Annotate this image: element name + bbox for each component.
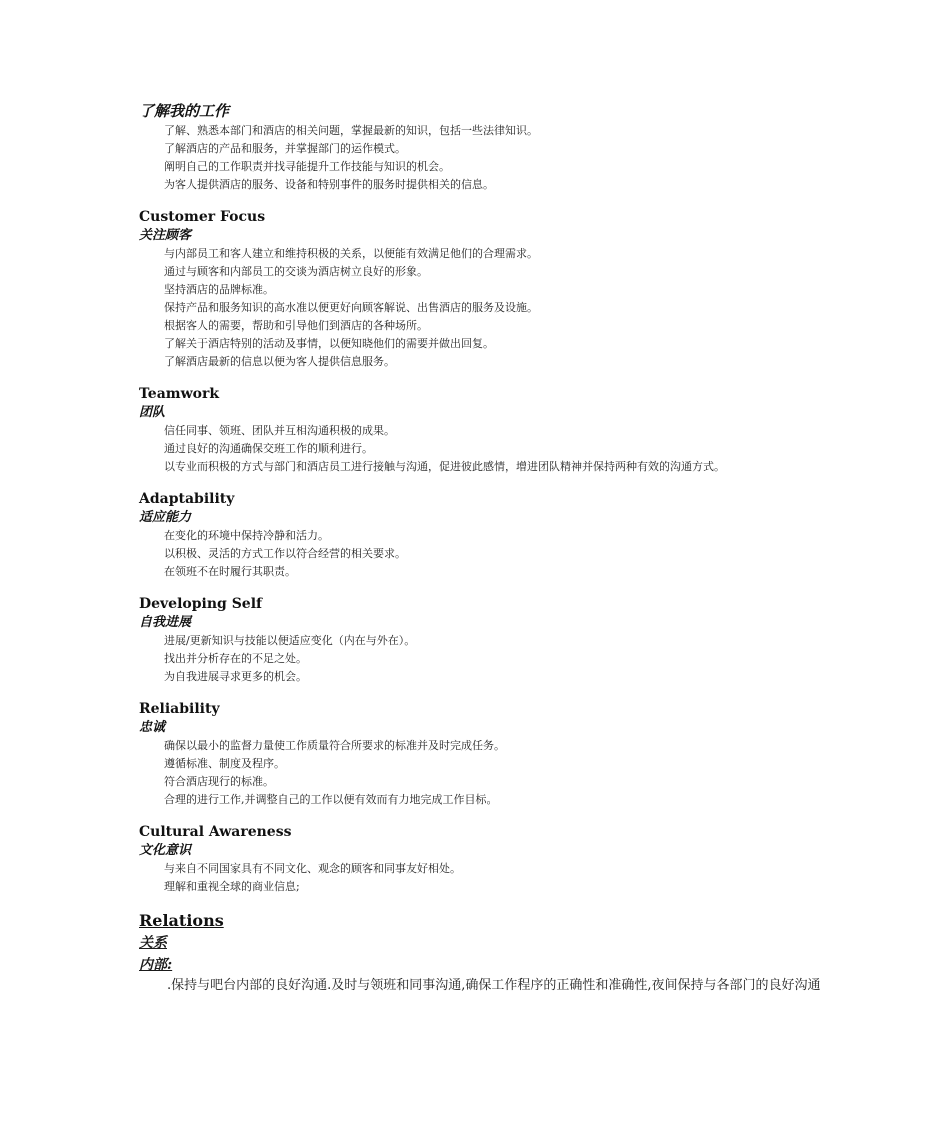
list-item: 理解和重视全球的商业信息; bbox=[164, 880, 300, 893]
section-teamwork bbox=[139, 385, 859, 476]
list-item: 了解酒店最新的信息以便为客人提供信息服务。 bbox=[164, 355, 395, 368]
list-item: 以专业而积极的方式与部门和酒店员工进行接触与沟通，促进彼此感情，增进团队精神并保持两种有效的沟通方式。 bbox=[164, 460, 725, 473]
section-title-cn: 关注顾客 bbox=[139, 228, 192, 243]
section-items bbox=[139, 527, 859, 581]
section-items bbox=[139, 632, 859, 686]
section-know-my-job bbox=[139, 100, 859, 194]
section-relations bbox=[139, 910, 859, 996]
section-title-cn: 适应能力 bbox=[139, 510, 192, 525]
section-items bbox=[139, 122, 859, 194]
section-title-en: Teamwork bbox=[139, 386, 220, 402]
section-title-en: Cultural Awareness bbox=[139, 824, 292, 840]
section-items bbox=[139, 245, 859, 371]
section-title-en: Customer Focus bbox=[139, 209, 266, 225]
relations-title: Relations bbox=[139, 911, 224, 930]
list-item: 为自我进展寻求更多的机会。 bbox=[164, 670, 307, 683]
relations-title-cn: 关系 bbox=[139, 935, 167, 951]
list-item: 阐明自己的工作职责并找寻能提升工作技能与知识的机会。 bbox=[164, 160, 450, 173]
list-item: 遵循标准、制度及程序。 bbox=[164, 757, 285, 770]
list-item: 与内部员工和客人建立和维持积极的关系，以便能有效满足他们的合理需求。 bbox=[164, 247, 538, 260]
section-title-en: Developing Self bbox=[139, 596, 263, 612]
list-item: 以积极、灵活的方式工作以符合经营的相关要求。 bbox=[164, 547, 406, 560]
list-item: 确保以最小的监督力量使工作质量符合所要求的标准并及时完成任务。 bbox=[164, 739, 505, 752]
section-reliability bbox=[139, 700, 859, 809]
section-title-en: Adaptability bbox=[139, 491, 235, 507]
section-items bbox=[139, 422, 859, 476]
list-item: 找出并分析存在的不足之处。 bbox=[164, 652, 307, 665]
list-item: 信任同事、领班、团队并互相沟通积极的成果。 bbox=[164, 424, 395, 437]
document-page bbox=[139, 100, 859, 996]
list-item: 在领班不在时履行其职责。 bbox=[164, 565, 296, 578]
list-item: 通过与顾客和内部员工的交谈为酒店树立良好的形象。 bbox=[164, 265, 428, 278]
section-items bbox=[139, 737, 859, 809]
section-title-cn: 自我进展 bbox=[139, 615, 192, 630]
section-items bbox=[139, 860, 859, 896]
section-title-en: Reliability bbox=[139, 701, 220, 717]
list-item: 在变化的环境中保持冷静和活力。 bbox=[164, 529, 329, 542]
relations-paragraph: .保持与吧台内部的良好沟通.及时与领班和同事沟通,确保工作程序的正确性和准确性,夜间保持与各部门的良好沟通 bbox=[167, 978, 821, 993]
list-item: 通过良好的沟通确保交班工作的顺利进行。 bbox=[164, 442, 373, 455]
section-title-cn: 忠诚 bbox=[139, 720, 166, 735]
section-title-cn: 文化意识 bbox=[139, 843, 192, 858]
list-item: 了解、熟悉本部门和酒店的相关问题，掌握最新的知识，包括一些法律知识。 bbox=[164, 124, 538, 137]
list-item: 合理的进行工作,并调整自己的工作以便有效而有力地完成工作目标。 bbox=[164, 793, 498, 806]
section-customer-focus bbox=[139, 208, 859, 371]
section-developing-self bbox=[139, 595, 859, 686]
section-title-cn: 了解我的工作 bbox=[139, 102, 230, 120]
section-adaptability bbox=[139, 490, 859, 581]
list-item: 与来自不同国家具有不同文化、观念的顾客和同事友好相处。 bbox=[164, 862, 461, 875]
list-item: 为客人提供酒店的服务、设备和特别事件的服务时提供相关的信息。 bbox=[164, 178, 494, 191]
list-item: 保持产品和服务知识的高水准以便更好向顾客解说、出售酒店的服务及设施。 bbox=[164, 301, 538, 314]
relations-internal-label: 内部: bbox=[139, 957, 173, 973]
list-item: 根据客人的需要，帮助和引导他们到酒店的各种场所。 bbox=[164, 319, 428, 332]
list-item: 了解酒店的产品和服务，并掌握部门的运作模式。 bbox=[164, 142, 406, 155]
list-item: 符合酒店现行的标准。 bbox=[164, 775, 274, 788]
section-cultural-awareness bbox=[139, 823, 859, 896]
list-item: 坚持酒店的品牌标准。 bbox=[164, 283, 274, 296]
section-title-cn: 团队 bbox=[139, 405, 166, 420]
list-item: 了解关于酒店特别的活动及事情，以便知晓他们的需要并做出回复。 bbox=[164, 337, 494, 350]
list-item: 进展/更新知识与技能以便适应变化（内在与外在）。 bbox=[164, 634, 416, 647]
